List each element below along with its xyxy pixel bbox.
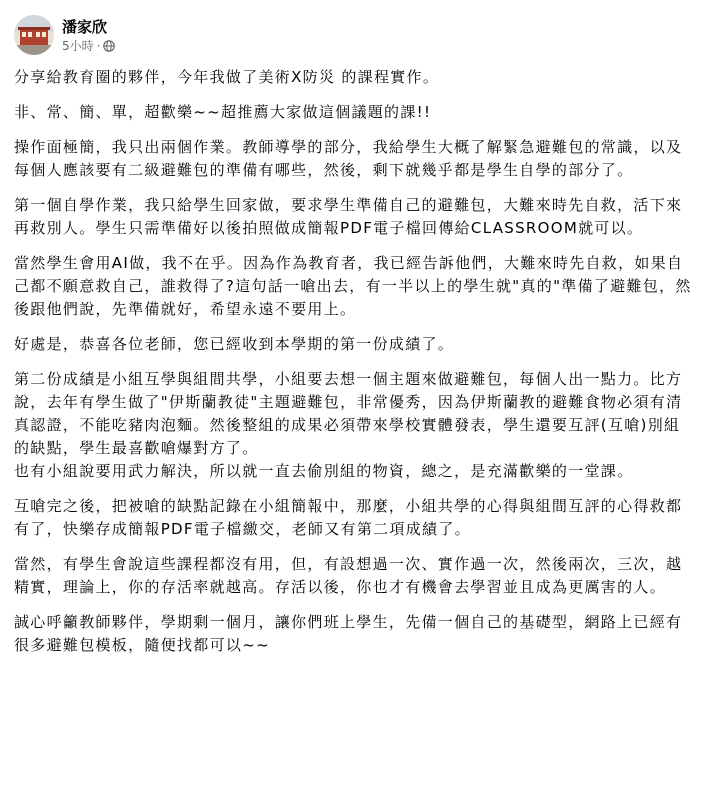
post-header (14, 11, 115, 59)
post-paragraph: 誠心呼籲教師夥伴，學期剩一個月，讓你們班上學生，先備一個自己的基礎型，網路上已經有很多避難包模板，隨便找都可以~~ (14, 613, 683, 654)
separator-dot: · (96, 38, 101, 53)
post-paragraph: 第一個自學作業，我只給學生回家做，要求學生準備自己的避難包，大難來時先自救，活下來再救別人。學生只需準備好以後拍照做成簡報PDF電子檔回傳給CLASSROOM就可以。 (14, 196, 683, 237)
post-paragraph: 分享給教育圈的夥伴，今年我做了美術X防災 的課程實作。 (14, 68, 440, 86)
post-timestamp[interactable]: 5小時 (62, 38, 94, 53)
globe-icon[interactable] (103, 40, 115, 52)
post-paragraph: 操作面極簡，我只出兩個作業。教師導學的部分，我給學生大概了解緊急避難包的常識，以及每個人應該要有二級避難包的準備有哪些，然後，剩下就幾乎都是學生自學的部分了。 (14, 138, 683, 179)
post-paragraph: 當然，有學生會說這些課程都沒有用，但，有設想過一次、實作過一次，然後兩次，三次，越精實，理論上，你的存活率就越高。存活以後，你也才有機會去學習並且成為更厲害的人。 (14, 555, 683, 596)
author-name[interactable]: 潘家欣 (62, 17, 108, 36)
post-paragraph: 好處是，恭喜各位老師，您已經收到本學期的第一份成績了。 (14, 335, 455, 353)
post-paragraph: 非、常、簡、單，超歡樂~~超推薦大家做這個議題的課!! (14, 103, 432, 121)
post-subline (62, 38, 115, 54)
post-paragraph: 當然學生會用AI做，我不在乎。因為作為教育者，我已經告訴他們，大難來時先自救，如果自己都不願意救自己，誰救得了?這句話一嗆出去，有一半以上的學生就"真的"準備了避難包，然後跟他們說，先準備就好，希望永遠不要用上。 (14, 254, 692, 318)
avatar-image (14, 15, 54, 55)
post-body (14, 66, 694, 669)
post-paragraph: 第二份成績是小組互學與組間共學，小組要去想一個主題來做避難包，每個人出一點力。比方說，去年有學生做了"伊斯蘭教徒"主題避難包，非常優秀，因為伊斯蘭教的避難食物必須有清真認證，不能吃豬肉泡麵。然後整組的成果必須帶來學校實體發表，學生還要互評(互嗆)別組的缺點，學生最喜歡嗆爆對方了。 (14, 370, 683, 457)
post-paragraph: 互嗆完之後，把被嗆的缺點記錄在小組簡報中，那麼，小組共學的心得與組間互評的心得救都有了，快樂存成簡報PDF電子檔繳交，老師又有第二項成績了。 (14, 497, 683, 538)
avatar[interactable] (14, 15, 54, 55)
post-paragraph: 也有小組說要用武力解決，所以就一直去偷別組的物資，總之，是充滿歡樂的一堂課。 (14, 462, 634, 480)
post-meta (62, 17, 115, 54)
